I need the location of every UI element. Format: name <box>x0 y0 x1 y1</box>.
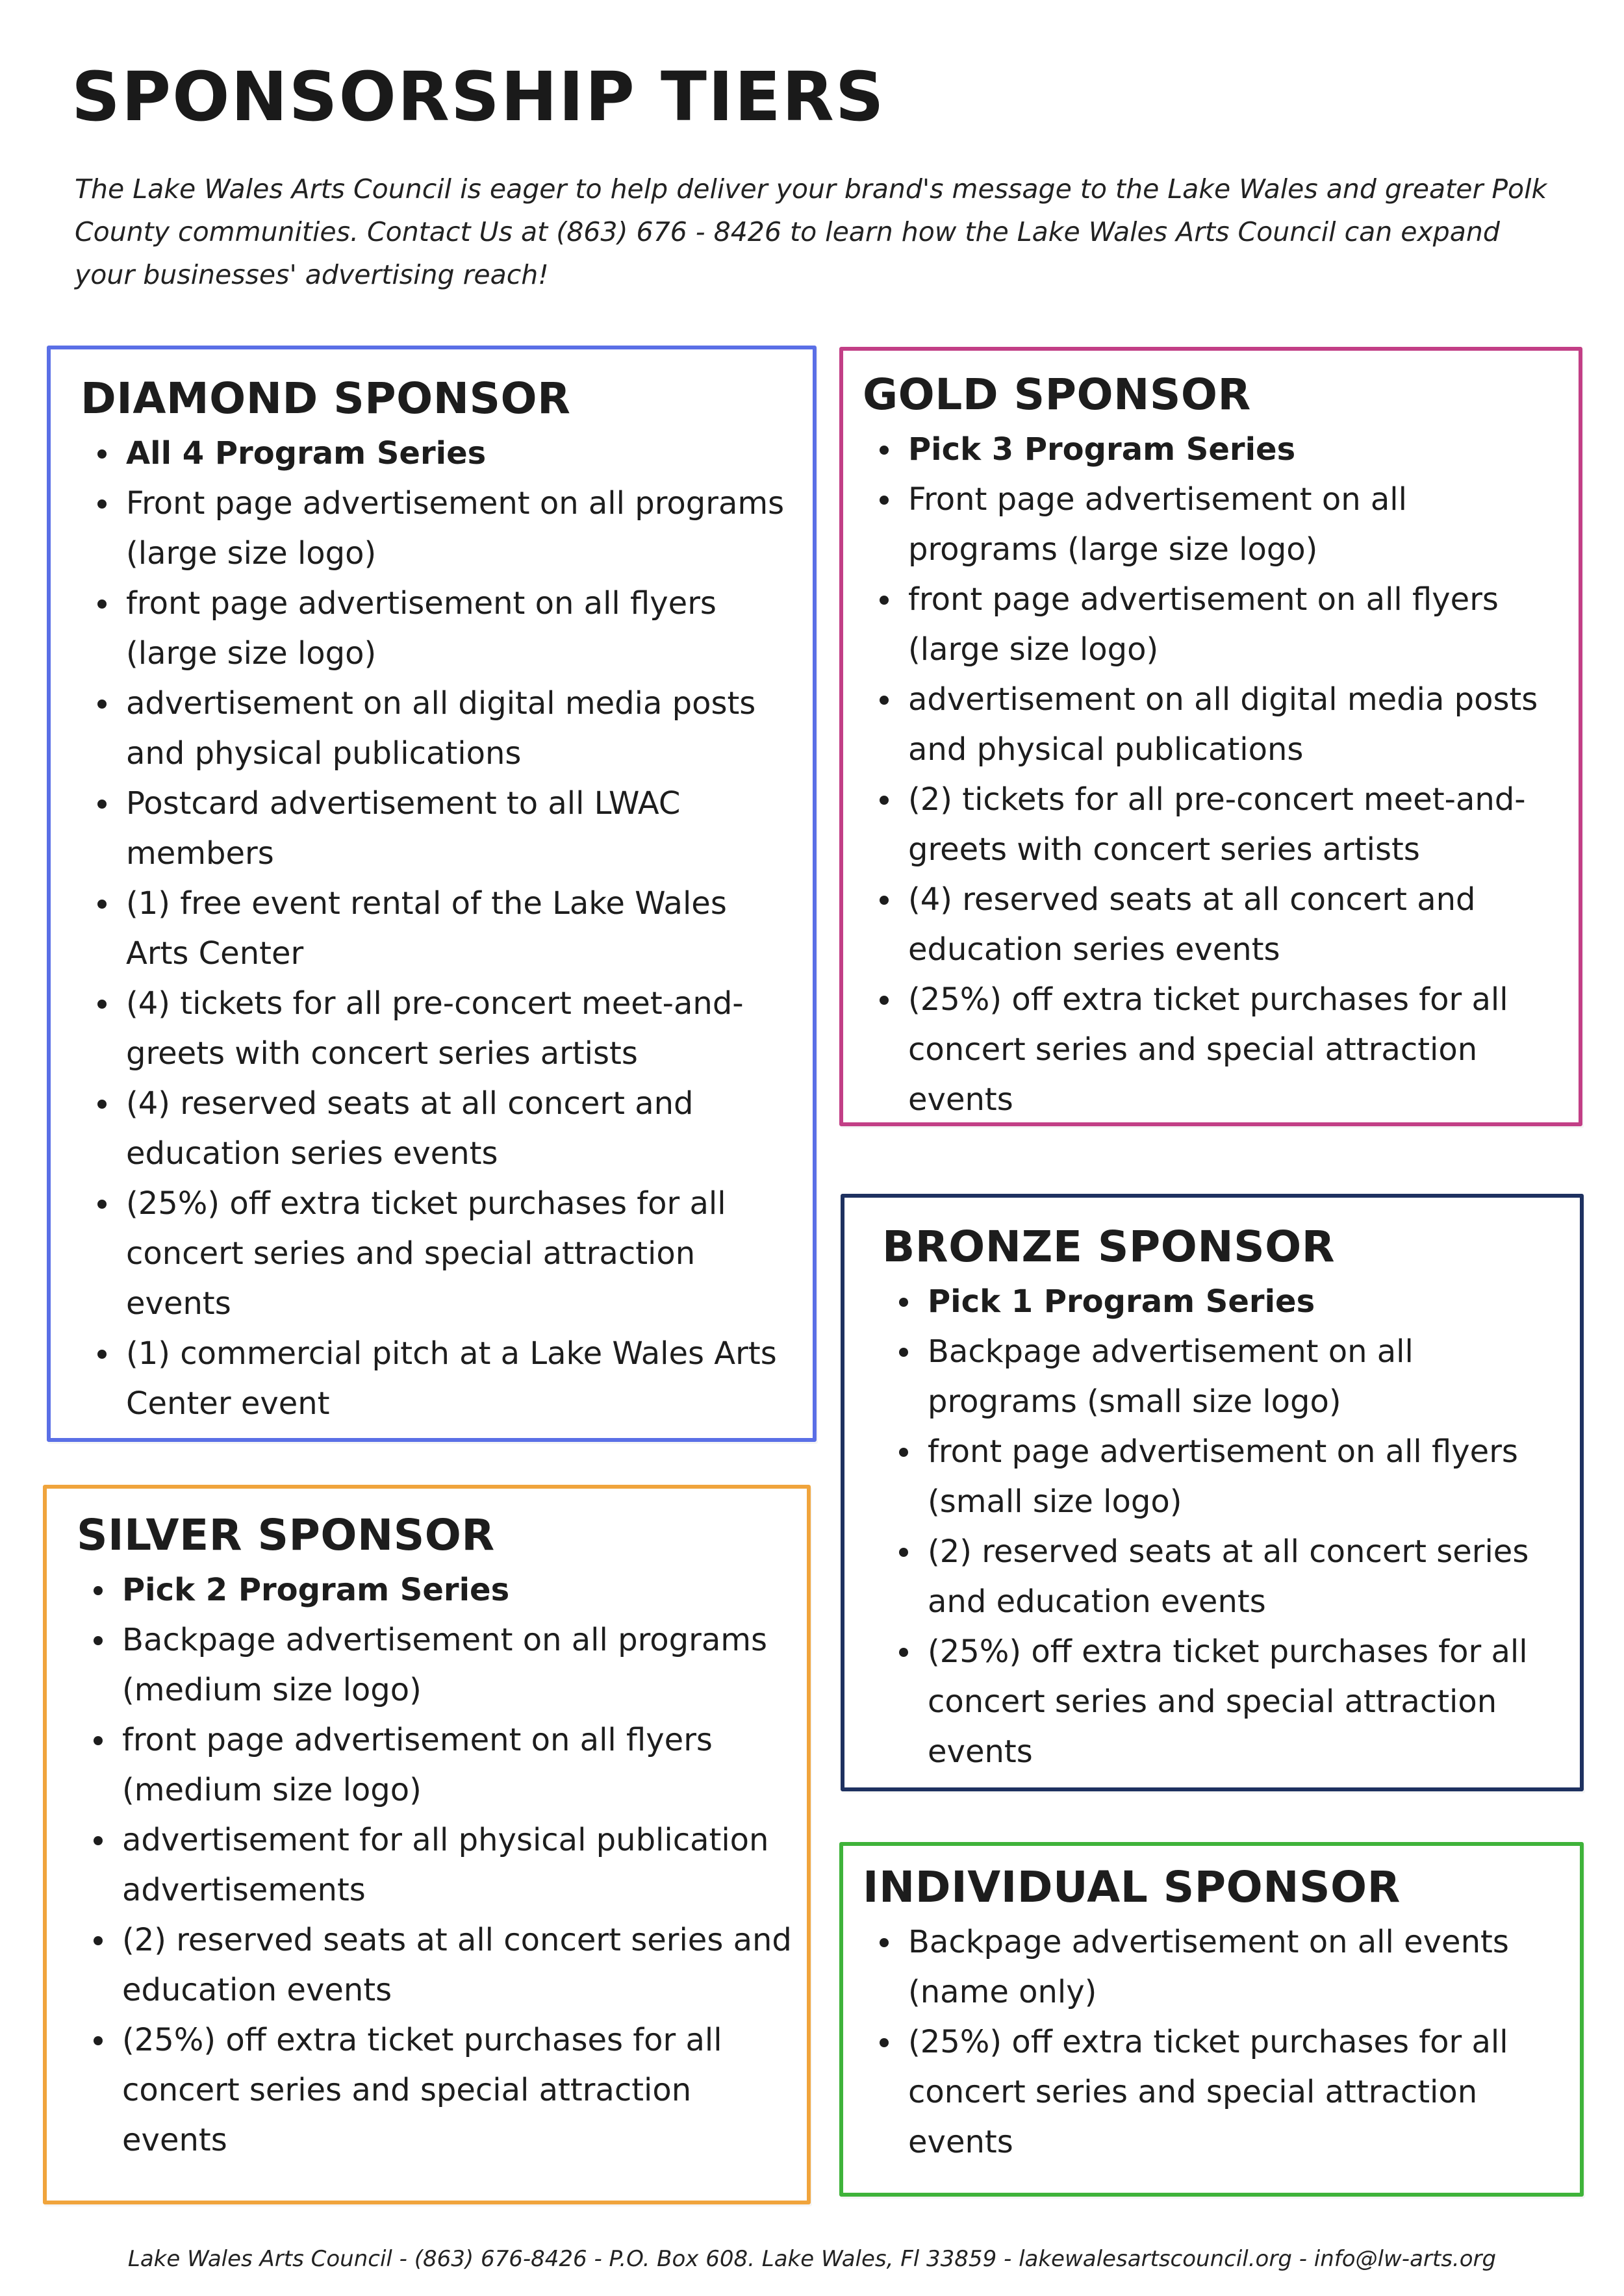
individual-benefit-item: (25%) off extra ticket purchases for all concert series and special attraction events <box>863 2017 1567 2167</box>
individual-sponsor-heading: INDIVIDUAL SPONSOR <box>863 1862 1401 1912</box>
diamond-sponsor-heading: DIAMOND SPONSOR <box>81 373 571 423</box>
diamond-benefit-item: (25%) off extra ticket purchases for all concert series and special attraction events <box>81 1179 787 1329</box>
bronze-sponsor-heading: BRONZE SPONSOR <box>882 1222 1336 1272</box>
individual-benefits-list <box>863 1917 1567 2167</box>
individual-benefit-item: Backpage advertisement on all events (name only) <box>863 1917 1567 2017</box>
diamond-benefit-item: (4) reserved seats at all concert and education series events <box>81 1079 787 1179</box>
silver-sponsor-heading: SILVER SPONSOR <box>77 1510 495 1560</box>
diamond-sponsor-box <box>47 346 817 1442</box>
gold-benefits-list <box>863 425 1559 1125</box>
diamond-benefit-item: front page advertisement on all flyers (large size logo) <box>81 579 787 679</box>
bronze-benefit-item: front page advertisement on all flyers (small size logo) <box>882 1427 1567 1527</box>
bronze-benefits-list <box>882 1277 1567 1777</box>
diamond-benefit-item: (4) tickets for all pre-concert meet-and-greets with concert series artists <box>81 979 787 1079</box>
diamond-benefit-item: advertisement on all digital media posts and physical publications <box>81 679 787 779</box>
bronze-benefit-item: Pick 1 Program Series <box>882 1277 1567 1327</box>
diamond-benefit-item: (1) free event rental of the Lake Wales Arts Center <box>81 879 787 979</box>
individual-sponsor-box <box>839 1842 1584 2197</box>
page-title: SPONSORSHIP TIERS <box>71 57 885 136</box>
gold-benefit-item: front page advertisement on all flyers (large size logo) <box>863 575 1559 675</box>
bronze-sponsor-box <box>841 1194 1584 1791</box>
silver-benefit-item: advertisement for all physical publication advertisements <box>77 1815 794 1915</box>
gold-benefit-item: (25%) off extra ticket purchases for all concert series and special attraction events <box>863 975 1559 1125</box>
bronze-benefit-item: (25%) off extra ticket purchases for all concert series and special attraction events <box>882 1627 1567 1777</box>
silver-benefit-item: (25%) off extra ticket purchases for all concert series and special attraction events <box>77 2015 794 2165</box>
diamond-benefit-item: Front page advertisement on all programs (large size logo) <box>81 479 787 579</box>
gold-benefit-item: Front page advertisement on all programs (large size logo) <box>863 475 1559 575</box>
silver-benefit-item: front page advertisement on all flyers (medium size logo) <box>77 1715 794 1815</box>
gold-benefit-item: (4) reserved seats at all concert and education series events <box>863 875 1559 975</box>
gold-sponsor-heading: GOLD SPONSOR <box>863 370 1251 420</box>
diamond-benefit-item: Postcard advertisement to all LWAC members <box>81 779 787 879</box>
diamond-benefit-item: All 4 Program Series <box>81 429 787 479</box>
bronze-benefit-item: (2) reserved seats at all concert series and education events <box>882 1527 1567 1627</box>
gold-sponsor-box <box>839 347 1582 1126</box>
silver-benefit-item: Backpage advertisement on all programs (medium size logo) <box>77 1615 794 1715</box>
diamond-benefit-item: (1) commercial pitch at a Lake Wales Arts Center event <box>81 1329 787 1429</box>
footer-contact: Lake Wales Arts Council - (863) 676-8426 - P.O. Box 608. Lake Wales, Fl 33859 - lakewalesartscouncil.org - info@lw-arts.org <box>127 2246 1497 2272</box>
diamond-benefits-list <box>81 429 787 1429</box>
gold-benefit-item: (2) tickets for all pre-concert meet-and-greets with concert series artists <box>863 775 1559 875</box>
gold-benefit-item: advertisement on all digital media posts and physical publications <box>863 675 1559 775</box>
bronze-benefit-item: Backpage advertisement on all programs (small size logo) <box>882 1327 1567 1427</box>
silver-benefit-item: Pick 2 Program Series <box>77 1565 794 1615</box>
silver-benefits-list <box>77 1565 794 2165</box>
intro-paragraph: The Lake Wales Arts Council is eager to help deliver your brand's message to the Lake Wales and greater Polk County communities. Contact Us at (863) 676 - 8426 to learn how the Lake Wales Arts Council can expand your businesses' advertising reach! <box>75 173 1547 290</box>
silver-benefit-item: (2) reserved seats at all concert series and education events <box>77 1915 794 2015</box>
gold-benefit-item: Pick 3 Program Series <box>863 425 1559 475</box>
silver-sponsor-box <box>43 1485 811 2204</box>
